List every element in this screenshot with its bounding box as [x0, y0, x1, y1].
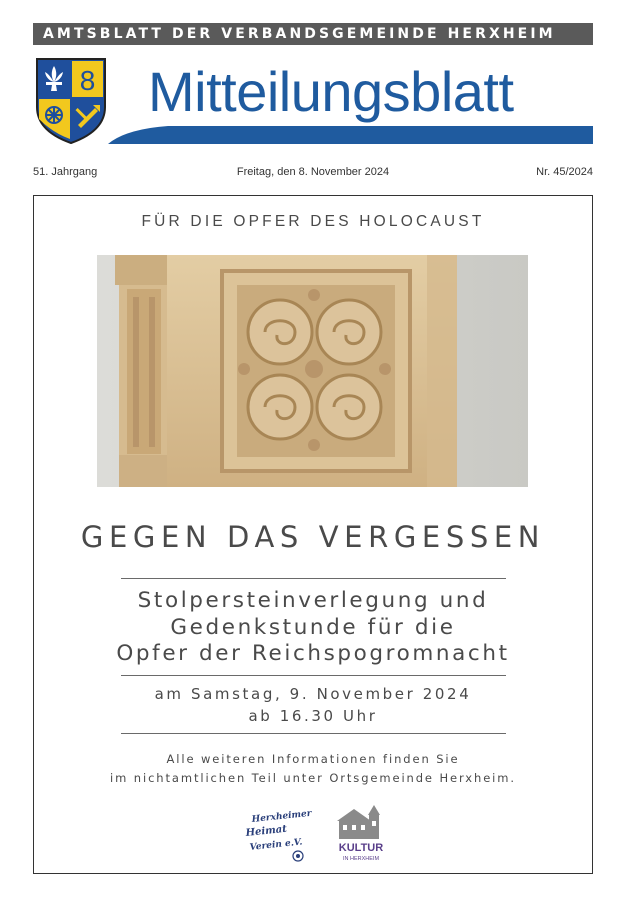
issue-number: Nr. 45/2024 [536, 166, 593, 178]
svg-text:Verein e.V.: Verein e.V. [249, 837, 303, 853]
svg-text:Heimat: Heimat [245, 823, 288, 839]
info-line: im nichtamtlichen Teil unter Ortsgemeinde Herxheim. [110, 771, 516, 785]
event-date: am Samstag, 9. November 2024 [154, 685, 472, 703]
coat-of-arms-icon [35, 57, 107, 145]
event-title-line: Gedenkstunde für die [170, 615, 456, 640]
masthead-title: Mitteilungsblatt [148, 60, 514, 123]
divider-rule [121, 578, 506, 579]
svg-text:IN HERXHEIM: IN HERXHEIM [342, 856, 380, 862]
carved-stone-relief-image [97, 255, 528, 487]
svg-text:KULTUR: KULTUR [338, 842, 384, 854]
divider-rule [121, 675, 506, 676]
event-time: ab 16.30 Uhr [248, 707, 378, 725]
announcement-headline: GEGEN DAS VERGESSEN [80, 520, 546, 554]
issue-date: Freitag, den 8. November 2024 [236, 166, 390, 178]
issue-volume: 51. Jahrgang [33, 166, 98, 178]
divider-rule [121, 733, 506, 734]
svg-text:8: 8 [79, 65, 96, 96]
kultur-herxheim-logo [333, 803, 389, 863]
heimatverein-logo [242, 808, 318, 864]
masthead-underline [108, 125, 593, 144]
gazette-banner: AMTSBLATT DER VERBANDSGEMEINDE HERXHEIM [33, 23, 593, 45]
svg-text:Herxheimer: Herxheimer [251, 808, 313, 825]
announcement-kicker: FÜR DIE OPFER DES HOLOCAUST [141, 213, 485, 230]
issue-info-row [33, 166, 593, 180]
info-line: Alle weiteren Informationen finden Sie [166, 752, 460, 766]
event-title-line: Opfer der Reichspogromnacht [116, 641, 510, 666]
event-title-line: Stolpersteinverlegung und [137, 588, 489, 613]
